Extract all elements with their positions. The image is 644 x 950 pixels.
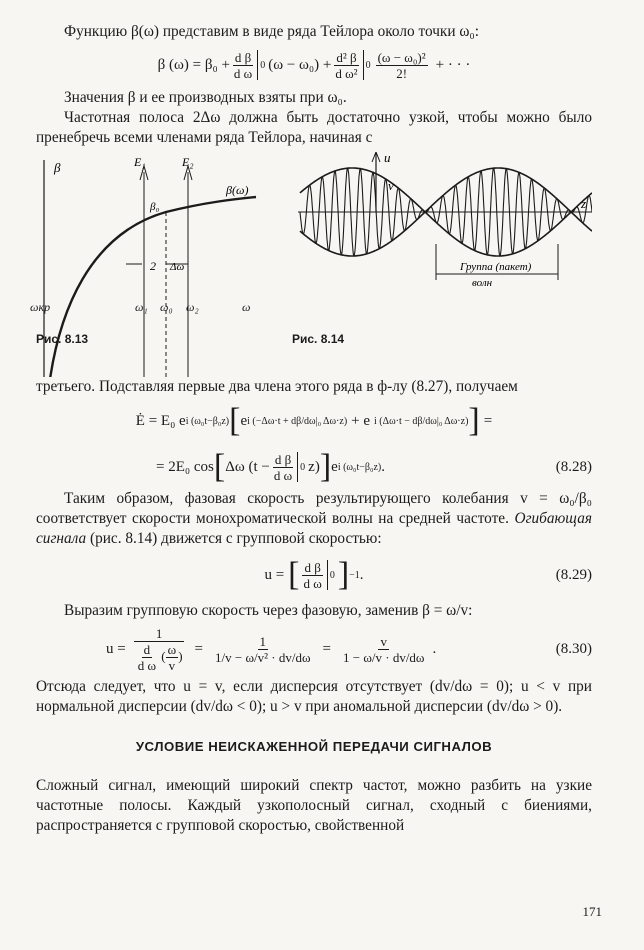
equation-taylor: [36, 42, 592, 88]
eq5-eq1: =: [194, 640, 203, 657]
eq1-tail: + · · ·: [435, 56, 471, 73]
eq3-frac: $\frac{\text{d β}}{\text{d ω}}$: [273, 451, 293, 483]
page-body: [30, 22, 592, 836]
fig13-label-two: 2: [150, 259, 156, 273]
paragraph-dispersion: Отсюда следует, что u = v, если дисперсия отсутствует (dv/dω = 0); u < v при нормальной дисперсии (dv/dω < 0); u > v при аномальной дисперсии (dv/dω > 0).: [36, 678, 592, 715]
para5-b: (рис. 8.14) движется с групповой скоростью:: [89, 530, 382, 547]
paragraph-phase-velocity: [36, 489, 592, 549]
eq2-close-bracket: ]: [468, 402, 480, 439]
eq1-frac1: $\frac{\text{d β}}{\text{d ω}}$: [233, 49, 253, 81]
eq1-lhs: β (ω) = β₀ +: [157, 56, 230, 73]
fig13-label-beta0: β₀: [150, 201, 160, 213]
fig13-beta-curve: [46, 197, 256, 377]
eq3-after: z): [308, 458, 320, 475]
eq5-frac2: $\frac{1}{\text{1/v − ω/v² · dv/dω}}$: [215, 633, 311, 665]
eq1-bar2: [363, 50, 364, 80]
eq1-sub1: 0: [260, 59, 266, 71]
eq5-eq2: =: [322, 640, 331, 657]
equation-828: = 2E₀ cos [ Δω (t − $\frac{\text{d β}}{\text{d ω}}$ 0 z) ] e i (ω₀t−β₀z) . (8.28): [156, 448, 592, 485]
page-number: 171: [582, 904, 602, 919]
equation-e-sum: Ė = E₀ e i (ω₀t−β₀z) [ e i (−Δω·t + dβ/dω|₀ Δω·z) + e i (Δω·t − dβ/dω|₀ Δω·z) ] =: [135, 402, 493, 439]
paragraph-complex-signal: Сложный сигнал, имеющий широкий спектр частот, можно разбить на узкие частотные полосы. Каждый узкополосный сигнал, сходный с биениями, распространяется с групповой скоростью, свойственной: [36, 777, 592, 834]
figures-row: [30, 152, 592, 377]
eq1-frac2: $\frac{\text{d² β}}{\text{d ω²}}$: [335, 49, 358, 81]
fig13-label-w: ω: [242, 300, 251, 314]
eq4-sub: 0: [329, 569, 335, 581]
eq3-sub: 0: [300, 461, 306, 473]
eq1-frac3: $\frac{\text{(ω − ω₀)²}}{2!}$: [377, 49, 426, 81]
para5-em: Огибающая сигнала: [36, 510, 592, 547]
eq3-lhs: = 2E₀ cos: [156, 458, 214, 475]
eq4-open: [: [288, 556, 300, 593]
para5-a: Таким образом, фазовая скорость результирующего колебания v = ω₀/β₀ соответствует скорости монохроматической волны на средней частоте.: [36, 490, 592, 527]
eq2-open-bracket: [: [229, 402, 241, 439]
eq5-frac1: 1 $\frac{d}{\text{d ω}}$ ( $\frac{\omega}{v}$ ): [134, 626, 185, 673]
eq2-lhs: Ė = E₀ e: [135, 412, 186, 429]
eq4-bar: [327, 560, 328, 590]
eq3-close: ]: [319, 448, 332, 485]
fig14-label-u: u: [384, 152, 391, 165]
eq4-number: (8.29): [555, 566, 592, 583]
eq4-frac: $\frac{\text{d β}}{\text{d ω}}$: [303, 559, 322, 591]
eq1-mid: (ω − ω₀) +: [268, 56, 332, 73]
eq3-number: (8.28): [555, 458, 592, 475]
fig13-label-beta: β: [54, 160, 61, 175]
eq1-bar1: [257, 50, 258, 80]
paragraph-taylor-intro: Функцию β(ω) представим в виде ряда Тейлора около точки ω₀:: [64, 23, 480, 40]
paragraph-band: Частотная полоса 2Δω должна быть достаточно узкой, чтобы можно было пренебречь всеми членами ряда Тейлора, начиная с: [36, 109, 592, 146]
fig13-label-dw: Δω: [170, 261, 185, 273]
eq2-plus: + e: [351, 412, 371, 429]
eq5-number: (8.30): [555, 640, 592, 657]
fig13-label-w1: ω₁: [135, 300, 148, 314]
fig13-label-e1: E₁: [134, 155, 146, 169]
fig14-label-v: v: [388, 178, 394, 193]
fig13-label-curve: β(ω): [226, 183, 249, 197]
eq2-exp2: i (−Δω·t + dβ/dω|₀ Δω·z): [247, 415, 348, 427]
equation-829: u = [ $\frac{\text{d β}}{\text{d ω}}$ 0 ] −1 . (8.29): [264, 556, 592, 593]
equation-830: u = 1 $\frac{d}{\text{d ω}}$ ( $\frac{\omega}{v}$ ) = $\frac{1}{\text{1/v − ω/v² · dv/dω}}$ = $\frac{v}{1 - \omega/v \cdot dv/d\omega}$ . (8.30): [106, 625, 592, 673]
paragraph-values: Значения β и ее производных взяты при ω₀.: [64, 89, 347, 106]
figure-8-14: [298, 152, 592, 289]
fig13-label-w2: ω₂: [186, 300, 199, 314]
eq2-exp1: i (ω₀t−β₀z): [185, 415, 230, 427]
eq2-eqsign: =: [483, 412, 493, 429]
paragraph-substitute: третьего. Подставляя первые два члена этого ряда в ф-лу (8.27), получаем: [36, 378, 518, 395]
eq4-close: ]: [337, 556, 350, 593]
fig13-label-wkr: ωкр: [30, 300, 51, 314]
fig13-label-e2: E₂: [182, 155, 194, 169]
paragraph-express: Выразим групповую скорость через фазовую, заменив β = ω/v:: [64, 602, 473, 619]
eq2-exp3: i (Δω·t − dβ/dω|₀ Δω·z): [374, 415, 469, 427]
eq3-exp: i (ω₀t−β₀z): [337, 461, 382, 473]
eq1-sub2: 0: [365, 59, 371, 71]
eq3-bar: [297, 452, 298, 482]
fig13-label-w0: ω₀: [160, 300, 173, 314]
eq3-inner: Δω (t −: [225, 458, 270, 475]
eq4-exp: −1: [349, 569, 360, 581]
eq5-lhs: u =: [106, 640, 126, 657]
eq3-open: [: [213, 448, 226, 485]
eq4-lhs: u =: [264, 566, 285, 583]
eq5-frac3: $\frac{v}{1 - \omega/v \cdot dv/d\omega}$: [342, 633, 425, 665]
fig14-label-z: z: [581, 196, 587, 211]
section-heading: УСЛОВИЕ НЕИСКАЖЕННОЙ ПЕРЕДАЧИ СИГНАЛОВ: [135, 739, 493, 754]
fig14-label-waves: волн: [472, 277, 493, 289]
fig14-label-group: Группа (пакет): [460, 261, 532, 273]
fig14-caption: Рис. 8.14: [292, 332, 345, 346]
fig13-caption: Рис. 8.13: [36, 332, 89, 346]
